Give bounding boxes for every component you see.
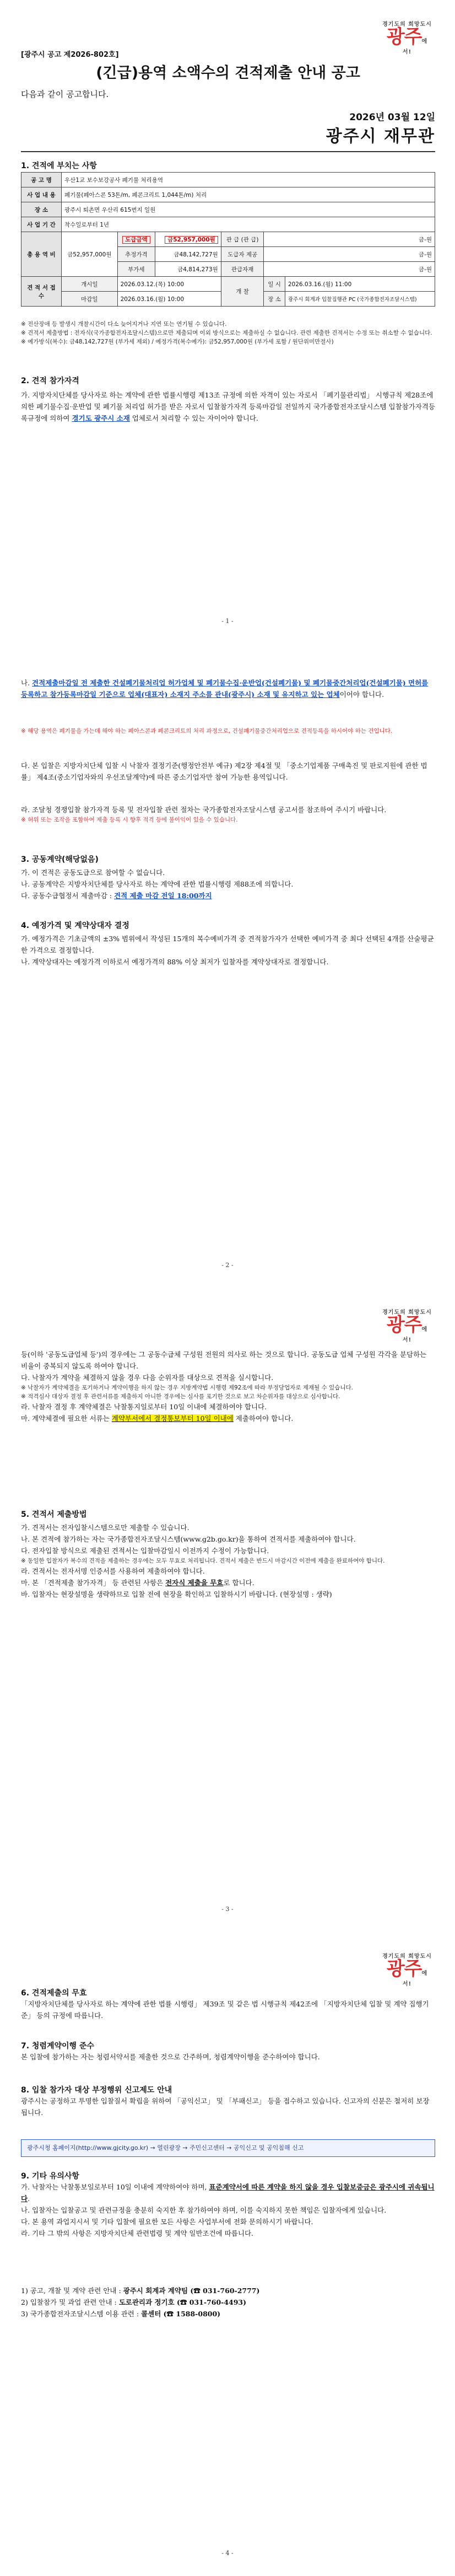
para-4: 마. 계약체결에 필요한 서류는 계약부서에서 결정통보부터 10일 이내에 제출하여야 합니다. [21, 1414, 294, 1423]
city-logo [382, 1954, 432, 1987]
section-8-heading: 8. 입찰 참가자 대상 부정행위 신고제도 안내 [21, 2086, 172, 2095]
note-1: ※ 낙찰자가 계약체결을 포기하거나 계약이행을 하지 않는 경우 지방계약법 시행령 제92조에 따라 부정당업자로 제재될 수 있습니다. [21, 1384, 353, 1391]
budget-sub-label: 부가세 [117, 262, 155, 277]
logo-suffix: 에서! [402, 1971, 428, 1987]
row-value: 폐기물(폐아스콘 53톤/m, 폐콘크리트 1,044톤/m) 처리 [62, 187, 435, 202]
logo-city: 광주 [386, 1958, 422, 1980]
warning-note: ※ 해당 용역은 폐기물을 가는데 해야 하는 폐아스콘과 폐콘크리트의 처리 과정으로, 건설폐기물중간처리업으로 견적등록을 하시어야 하는 건입니다. [21, 728, 393, 734]
section-4-na: 나. 계약상대자는 예정가격 이하로서 예정가격의 88% 이상 최저가 입찰자를 계약상대자로 결정합니다. [21, 958, 329, 966]
open-label: 개 찰 [221, 277, 264, 307]
row-value: 광주시 퇴촌면 우산리 615번지 일원 [62, 202, 435, 217]
schedule-start-label: 개시일 [62, 277, 118, 292]
row-label: 공 고 명 [21, 173, 62, 187]
row-value: 우산1교 보수보강공사 폐기물 처리용역 [62, 173, 435, 187]
note-3: ※ 예가방식(복수): 금48,142,727원 (부가세 제외) / 예정가격(복수예가): 금52,957,000원 (부가세 포함 / 원단위미만절사) [21, 339, 334, 345]
logo-slogan: 경기도의 희망도시 [382, 1954, 432, 1960]
note-2: ※ 적격심사 대상자 결정 후 관련서류를 제출하지 아니한 경우에는 심사를 포기한 것으로 보고 차순위자를 대상으로 심사합니다. [21, 1393, 340, 1400]
section-5-da: 다. 전자입찰 방식으로 제출된 견적서는 입찰마감일시 이전까지 수정이 가능합니다. [21, 1547, 269, 1555]
section-5-ra: 라. 견적서는 전자서명 인증서를 사용하여 제출하여야 합니다. [21, 1567, 205, 1575]
logo-city: 광주 [386, 26, 422, 48]
schedule-start: 2026.03.12.(목) 10:00 [117, 277, 221, 292]
budget-total: 금52,957,000원 [62, 232, 118, 277]
open-place: 광주시 회계과 입찰집행관 PC (국가종합전자조달시스템) [285, 292, 435, 307]
section-2-item-ga: 가. 지방자치단체를 당사자로 하는 계약에 관한 법률시행령 제13조 규정에 의한 자격이 있는 자로서 「폐기물관리법」 시행규칙 제28조에 의한 폐기물수집·운반업 및 폐기물 처리업 허가를 받은 자로서 입찰참가자격 등록마감일 전일까지 국가종합전자조달시스템 입찰참가자격등록규정에 의하여 경기도 광주시 소재 업체로서 처리할 수 있는 자이어야 합니다. [21, 391, 436, 422]
budget-sub-value: 금48,142,727원 [155, 247, 221, 262]
logo-slogan: 경기도의 희망도시 [382, 1310, 432, 1316]
logo-city: 광주 [386, 1314, 422, 1336]
section-2-heading: 2. 견적 참가자격 [21, 377, 79, 385]
budget-right-label: 관 급 (관 급) [221, 232, 264, 247]
logo-suffix: 에서! [402, 1327, 428, 1343]
open-date-label: 일 시 [264, 277, 285, 292]
page-2 [0, 644, 455, 1288]
note-2: ※ 견적서 제출방법 : 전자식(국가종합전자조달시스템)으로만 제출되며 이외 방식으로는 제출하실 수 없습니다. 관련 제출한 견적서는 수정 또는 취소할 수 없습니다. [21, 330, 432, 336]
notice-date: 2026년 03월 12일 [349, 112, 435, 123]
section-6-heading: 6. 견적제출의 무효 [21, 1989, 87, 1998]
section-3-ga: 가. 이 견적은 공동도급으로 참여할 수 없습니다. [21, 868, 165, 877]
schedule-end-label: 마감일 [62, 292, 118, 307]
section-7-text: 본 입찰에 참가하는 자는 청렴서약서를 제출한 것으로 간주하며, 청렴계약이행을 준수하여야 합니다. [21, 2053, 320, 2061]
note-1: ※ 전산장애 등 발생시 개찰시간이 다소 늦어지거나 지연 또는 연기될 수 있습니다. [21, 321, 227, 328]
budget-label: 총 용 역 비 [21, 232, 62, 277]
para-1: 등(이하 '공동도급업체 등')의 경우에는 그 공동수급체 구성원 전원의 의사로 하는 것으로 합니다. 공동도급 업체 구성원 각각을 분담하는 비율이 중복되지 않도록 하여야 합니다. [21, 1350, 427, 1370]
intro-text: 다음과 같이 공고합니다. [21, 89, 109, 99]
section-6-text: 「지방자치단체를 당사자로 하는 계약에 관한 법률 시행령」 제39조 및 같은 법 시행규칙 제42조에 「지방자치단체 입찰 및 계약 집행기준」 등의 규정에 따릅니다. [21, 2000, 429, 2020]
section-3-heading: 3. 공동계약(해당없음) [21, 855, 99, 864]
section-5-ba: 바. 입찰자는 현장설명을 생략하므로 입찰 전에 현장을 확인하고 입찰하시기 바랍니다. (현장설명 : 생략) [21, 1590, 332, 1598]
city-logo [382, 1310, 432, 1343]
budget-sub-value: 금52,957,000원 [155, 232, 221, 247]
schedule-end: 2026.03.16.(월) 10:00 [117, 292, 221, 307]
page-number: - 2 - [221, 1262, 234, 1269]
budget-sub-label: 추정가격 [117, 247, 155, 262]
para-2: 다. 낙찰자가 계약을 체결하지 않을 경우 다음 순위자를 대상으로 견적을 실시합니다. [21, 1373, 274, 1382]
row-label: 사 업 내 용 [21, 187, 62, 202]
budget-right-label: 도급자 제공 [221, 247, 264, 262]
overview-table [21, 172, 435, 307]
page-4 [0, 1932, 455, 2576]
section-7-heading: 7. 청렴계약이행 준수 [21, 2042, 94, 2051]
section-9-da: 다. 본 용역 과업지시서 및 기타 입찰에 필요한 모든 사항은 사업부서에 전화 문의하시기 바랍니다. [21, 2218, 313, 2226]
section-9-ra: 라. 기타 그 밖의 사항은 지방자치단체 관련법령 및 계약 일반조건에 따릅니다. [21, 2229, 254, 2237]
section-4-ga: 가. 예정가격은 기초금액의 ±3% 범위에서 작성된 15개의 복수예비가격 중 견적참가자가 선택한 예비가격 중 최다 선택된 4개를 산술평균한 가격으로 결정합니다. [21, 935, 434, 954]
para-3: 라. 낙찰자 결정 후 계약체결은 낙찰통지일로부터 10일 이내에 체결하여야 합니다. [21, 1403, 267, 1411]
row-value: 착수일로부터 1년 [62, 217, 435, 232]
section-5-ma: 마. 본 「견적제출 참가자격」 등 관련된 사항은 전자식 제출을 무효로 합니다. [21, 1579, 254, 1587]
budget-sub-label: 도급금액 [117, 232, 155, 247]
notice-title: (긴급)용역 소액수의 견적제출 안내 공고 [96, 65, 360, 82]
section-2-item-na: 나. 견적제출마감일 전 제출한 건설폐기물처리업 허가업체 및 폐기물수집·운반업(건설폐기물) 및 폐기물중간처리업(건설폐기물) 면허를 등록하고 참가등록마감일 기준으로 업체(대표자) 소재지 주소를 관내(광주시) 소재 및 유지하고 있는 업체이어야 합니다. [21, 679, 429, 699]
notice-number: [광주시 공고 제2026-802호] [21, 51, 119, 59]
section-4-heading: 4. 예정가격 및 계약상대자 결정 [21, 921, 129, 930]
row-label: 장 소 [21, 202, 62, 217]
logo-slogan: 경기도의 희망도시 [382, 22, 432, 28]
open-place-label: 장 소 [264, 292, 285, 307]
contact-row: 2) 입찰참가 및 과업 관련 안내 : 도로관리과 정기호 (☎ 031-760-4493) [21, 2298, 247, 2306]
page-1 [0, 0, 455, 644]
contact-row: 3) 국가종합전자조달시스템 이용 관련 : 콜센터 (☎ 1588-0800) [21, 2310, 221, 2318]
section-8-text: 광주시는 공정하고 투명한 입찰질서 확립을 위하여 「공익신고」 및 「부패신고」 등을 접수하고 있습니다. 신고자의 신분은 철저히 보장됩니다. [21, 2097, 430, 2117]
budget-right-value: 금-원 [264, 232, 435, 247]
contact-row: 1) 공고, 개찰 및 계약 관련 안내 : 광주시 회계과 계약팀 (☎ 031-760-2777) [21, 2287, 260, 2295]
page-3 [0, 1288, 455, 1932]
section-5-heading: 5. 견적서 제출방법 [21, 1510, 87, 1519]
section-3-na: 나. 공동계약은 지방자치단체를 당사자로 하는 계약에 관한 법률시행령 제88조에 의합니다. [21, 880, 294, 888]
section-5-na: 나. 본 견적에 참가하는 자는 국가종합전자조달시스템(www.g2b.go.kr)을 통하여 견적서를 제출하여야 합니다. [21, 1535, 356, 1543]
logo-suffix: 에서! [402, 39, 428, 55]
page-number: - 3 - [221, 1906, 234, 1913]
section-5-ga: 가. 견적서는 전자입찰시스템으로만 제출할 수 있습니다. [21, 1523, 189, 1532]
schedule-label: 견 적 서 접 수 [21, 277, 62, 307]
budget-right-value: 금-원 [264, 247, 435, 262]
section-1-heading: 1. 견적에 부치는 사항 [21, 162, 97, 170]
section-2-item-da: 다. 본 입찰은 지방자치단체 입찰 시 낙찰자 결정기준(행정안전부 예규) 제2장 제4절 및 「중소기업제품 구매촉진 및 판로지원에 관한 법률」 제4조(중소기업자와의 우선조달계약)에 따른 중소기업자만 참여 가능한 용역입니다. [21, 761, 427, 781]
section-9-ga: 가. 낙찰자는 낙찰통보일로부터 10일 이내에 계약하여야 하며, 표준계약서에 따른 계약을 하지 않을 경우 입찰보증금은 광주시에 귀속됩니다. [21, 2183, 435, 2203]
section-9-heading: 9. 기타 유의사항 [21, 2172, 79, 2181]
page-number: - 4 - [221, 2550, 234, 2557]
report-info-box: 광주시청 홈페이지(http://www.gjcity.go.kr) → 열린광장 → 주민신고센터 → 공익신고 및 공익침해 신고 [21, 2139, 435, 2157]
divider [21, 151, 435, 152]
budget-sub-value: 금4,814,273원 [155, 262, 221, 277]
section-3-deadline: 다. 공동수급협정서 제출마감 : 견적 제출 마감 전일 18:00까지 [21, 892, 212, 900]
budget-right-label: 관급자재 [221, 262, 264, 277]
section-9-na: 나. 입찰자는 입찰공고 및 관련규정을 충분히 숙지한 후 참가하여야 하며, 이를 숙지하지 못한 책임은 입찰자에게 있습니다. [21, 2206, 387, 2214]
page-number: - 1 - [221, 618, 234, 625]
row-label: 사 업 기 간 [21, 217, 62, 232]
note-3: ※ 동일한 입찰자가 복수의 견적을 제출하는 경우에는 모두 무효로 처리됩니다. 견적서 제출은 반드시 마감시간 이전에 제출을 완료하여야 합니다. [21, 1558, 385, 1564]
budget-right-value: 금-원 [264, 262, 435, 277]
section-2-item-ra: 라. 조달청 경쟁입찰 참가자격 등록 및 전자입찰 관련 절차는 국가종합전자조달시스템 공고서를 참조하여 주시기 바랍니다. [21, 806, 387, 814]
ra-note: ※ 허위 또는 조작을 포함하여 제출 등록 시 향후 적격 등에 불이익이 있을 수 있습니다. [21, 817, 238, 823]
open-date: 2026.03.16.(월) 11:00 [285, 277, 435, 292]
issuer-name: 광주시 재무관 [326, 127, 435, 146]
